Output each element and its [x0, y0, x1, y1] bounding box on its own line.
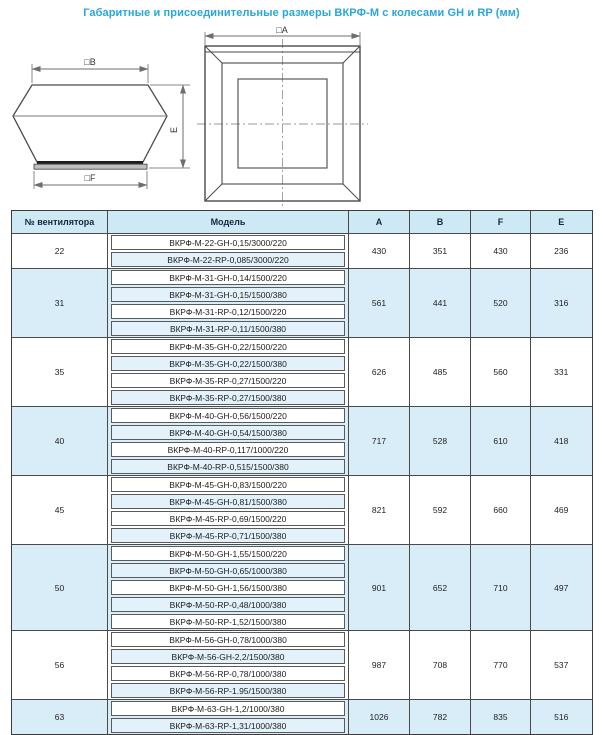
value-f: 560 — [471, 338, 531, 406]
model-label: ВКРФ-М-45-GH-0,83/1500/220 — [111, 477, 345, 492]
dimensions-table — [11, 210, 593, 735]
fan-number-cell: 31 — [12, 269, 108, 337]
table-row-group-56 — [12, 630, 592, 699]
value-e: 316 — [531, 269, 592, 337]
value-f: 520 — [471, 269, 531, 337]
model-label: ВКРФ-М-50-GH-1,56/1500/380 — [111, 580, 345, 595]
value-a: 430 — [349, 234, 410, 268]
table-row-group-45 — [12, 475, 592, 544]
value-b: 528 — [410, 407, 471, 475]
fan-number-cell: 40 — [12, 407, 108, 475]
value-a: 987 — [349, 631, 410, 699]
table-header-row — [12, 211, 592, 233]
table-row-group-22 — [12, 233, 592, 268]
model-label: ВКРФ-М-35-GH-0,22/1500/220 — [111, 339, 345, 354]
model-label: ВКРФ-М-31-RP-0,11/1500/380 — [111, 321, 345, 336]
table-row-group-31 — [12, 268, 592, 337]
value-f: 430 — [471, 234, 531, 268]
model-label: ВКРФ-М-40-GH-0,56/1500/220 — [111, 408, 345, 423]
dim-b-label: □B — [84, 57, 96, 67]
model-label: ВКРФ-М-50-GH-0,65/1000/380 — [111, 563, 345, 578]
model-label: ВКРФ-М-45-RP-0,69/1500/220 — [111, 511, 345, 526]
model-cell — [108, 476, 349, 544]
model-label: ВКРФ-М-35-RP-0,27/1500/380 — [111, 390, 345, 405]
value-e: 331 — [554, 367, 569, 377]
fan-top-view-drawing — [195, 25, 380, 211]
model-cell — [108, 631, 349, 699]
value-a: 626 — [349, 338, 410, 406]
table-row-group-50 — [12, 544, 592, 630]
header-e: E — [531, 211, 592, 233]
model-label: ВКРФ-М-22-GH-0,15/3000/220 — [111, 235, 345, 250]
model-label: ВКРФ-М-22-RP-0,085/3000/220 — [111, 252, 345, 267]
value-b: 441 — [410, 269, 471, 337]
dim-e-label: E — [169, 126, 179, 134]
value-f: 770 — [471, 631, 531, 699]
model-label: ВКРФ-М-40-RP-0,515/1500/380 — [111, 459, 345, 474]
model-label: ВКРФ-М-31-GH-0,15/1500/380 — [111, 287, 345, 302]
value-e: 418 — [531, 407, 592, 475]
value-f: 835 — [471, 700, 531, 734]
value-e: 497 — [531, 545, 592, 630]
value-a: 901 — [349, 545, 410, 630]
model-cell — [108, 269, 349, 337]
value-b: 652 — [410, 545, 471, 630]
model-label: ВКРФ-М-50-RP-1,52/1500/380 — [111, 614, 345, 629]
model-cell — [108, 407, 349, 475]
value-b: 485 — [410, 338, 471, 406]
model-label: ВКРФ-М-45-GH-0,81/1500/380 — [111, 494, 345, 509]
dim-a-label: □A — [276, 25, 288, 35]
model-cell — [108, 338, 349, 406]
page-title: Габаритные и присоединительные размеры ВКРФ-М с колесами GH и RP (мм) — [83, 7, 520, 19]
model-label: ВКРФ-М-50-RP-0,48/1000/380 — [111, 597, 345, 612]
value-a: 821 — [349, 476, 410, 544]
dim-f-label: □F — [84, 173, 96, 183]
model-cell — [108, 700, 349, 734]
model-label: ВКРФ-М-31-RP-0,12/1500/220 — [111, 304, 345, 319]
value-f: 610 — [471, 407, 531, 475]
model-label: ВКРФ-М-56-GH-2,2/1500/380 — [111, 649, 345, 664]
model-label: ВКРФ-М-50-GH-1,55/1500/220 — [111, 546, 345, 561]
value-b: 351 — [410, 234, 471, 268]
value-e: 236 — [554, 246, 569, 256]
value-f: 660 — [471, 476, 531, 544]
model-label: ВКРФ-М-35-RP-0,27/1500/220 — [111, 373, 345, 388]
model-label: ВКРФ-М-31-GH-0,14/1500/220 — [111, 270, 345, 285]
model-label: ВКРФ-М-63-RP-1,31/1000/380 — [111, 718, 345, 733]
model-cell — [108, 545, 349, 630]
fan-number-cell: 56 — [12, 631, 108, 699]
model-label: ВКРФ-М-56-RP-0,78/1000/380 — [111, 666, 345, 681]
model-cell — [108, 234, 349, 268]
value-e: 537 — [554, 660, 569, 670]
value-a: 1026 — [349, 700, 410, 734]
fan-number-cell: 63 — [12, 700, 108, 734]
model-label: ВКРФ-М-40-RP-0,117/1000/220 — [111, 442, 345, 457]
fan-side-view-drawing — [8, 52, 200, 202]
model-label: ВКРФ-М-56-RP-1.95/1500/380 — [111, 683, 345, 698]
value-a: 717 — [349, 407, 410, 475]
table-row-group-63 — [12, 699, 592, 734]
header-fan-number: № вентилятора — [12, 211, 108, 233]
table-row-group-40 — [12, 406, 592, 475]
dimension-drawings — [0, 22, 603, 208]
header-a: A — [349, 211, 410, 233]
value-f: 710 — [471, 545, 531, 630]
header-f: F — [471, 211, 531, 233]
table-row-group-35 — [12, 337, 592, 406]
header-model: Модель — [108, 211, 349, 233]
model-label: ВКРФ-М-63-GH-1,2/1000/380 — [111, 701, 345, 716]
model-label: ВКРФ-М-45-RP-0,71/1500/380 — [111, 528, 345, 543]
model-label: ВКРФ-М-35-GH-0,22/1500/380 — [111, 356, 345, 371]
value-b: 592 — [410, 476, 471, 544]
fan-number-cell: 35 — [12, 338, 108, 406]
value-a: 561 — [349, 269, 410, 337]
fan-number-cell: 50 — [12, 545, 108, 630]
value-b: 782 — [410, 700, 471, 734]
model-label: ВКРФ-М-56-GH-0,78/1000/380 — [111, 632, 345, 647]
header-b: B — [410, 211, 471, 233]
model-label: ВКРФ-М-40-GH-0,54/1500/380 — [111, 425, 345, 440]
fan-number-cell: 45 — [12, 476, 108, 544]
value-e: 516 — [531, 700, 592, 734]
value-e: 469 — [554, 505, 569, 515]
value-b: 708 — [410, 631, 471, 699]
fan-number-cell: 22 — [12, 234, 108, 268]
